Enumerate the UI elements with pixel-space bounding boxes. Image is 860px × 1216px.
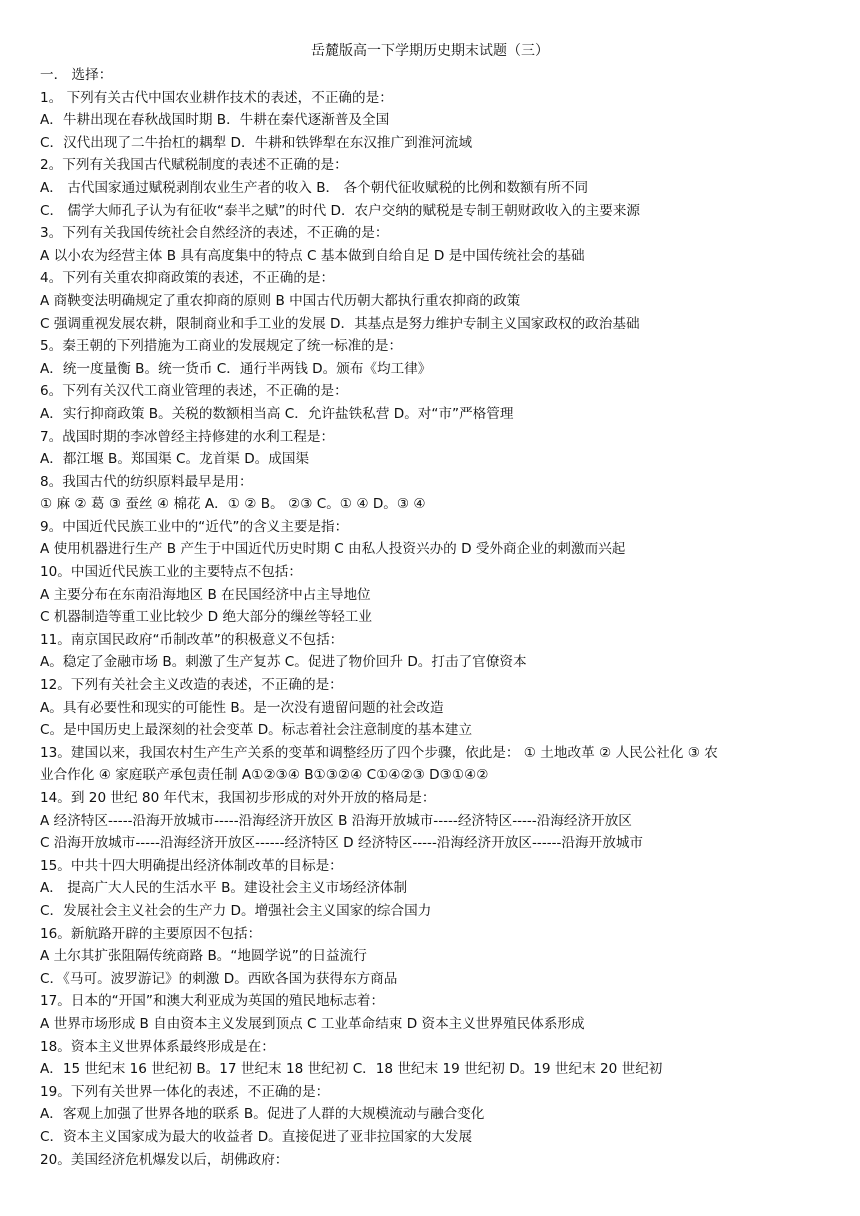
text-line: A． 提高广大人民的生活水平 B。建设社会主义市场经济体制 [40,880,408,897]
text-line: 16。新航路开辟的主要原因不包括： [40,925,262,942]
text-line: 1。 下列有关古代中国农业耕作技术的表述，不正确的是： [40,89,393,106]
text-line: A 世界市场形成 B 自由资本主义发展到顶点 C 工业革命结束 D 资本主义世界殖民体系形成 [40,1015,585,1032]
text-line: A 经济特区-----沿海开放城市-----沿海经济开放区 B 沿海开放城市-----经济特区-----沿海经济开放区 [40,812,632,829]
text-line: A．统一度量衡 B。统一货币 C．通行半两钱 D。颁布《均工律》 [40,360,432,377]
text-line: 6。下列有关汉代工商业管理的表述，不正确的是： [40,383,348,400]
text-line: 12。下列有关社会主义改造的表述，不正确的是： [40,677,343,694]
text-line: C。是中国历史上最深刻的社会变革 D。标志着社会注意制度的基本建立 [40,722,473,739]
question-list [40,64,830,1171]
text-line: A 以小农为经营主体 B 具有高度集中的特点 C 基本做到自给自足 D 是中国传统社会的基础 [40,247,585,264]
text-line: A． 古代国家通过赋税剥削农业生产者的收入 B． 各个朝代征收赋税的比例和数额有所不同 [40,179,589,196]
text-line: C．《马可。波罗游记》的刺激 D。西欧各国为获得东方商品 [40,970,398,987]
text-line: 11。南京国民政府“币制改革”的积极意义不包括： [40,631,344,648]
text-line: 2。下列有关我国古代赋税制度的表述不正确的是： [40,157,348,174]
document-title: 岳麓版高一下学期历史期末试题（三） [311,43,549,59]
text-line: 5。秦王朝的下列措施为工商业的发展规定了统一标准的是： [40,338,403,355]
text-line: 10。中国近代民族工业的主要特点不包括： [40,564,302,581]
text-line: A．15 世纪末 16 世纪初 B。17 世纪末 18 世纪初 C．18 世纪末 19 世纪初 D。19 世纪末 20 世纪初 [40,1061,663,1078]
text-line: C 强调重视发展农耕，限制商业和手工业的发展 D．其基点是努力维护专制主义国家政权的政治基础 [40,315,640,332]
text-line: C．汉代出现了二牛抬杠的耦犁 D．牛耕和铁铧犁在东汉推广到淮河流域 [40,134,473,151]
text-line: A 主要分布在东南沿海地区 B 在民国经济中占主导地位 [40,586,371,603]
text-line: A．客观上加强了世界各地的联系 B。促进了人群的大规模流动与融合变化 [40,1106,485,1123]
text-line: 19。下列有关世界一体化的表述，不正确的是： [40,1083,330,1100]
text-line: 8。我国古代的纺织原料最早是用： [40,473,253,490]
text-line: C． 儒学大师孔子认为有征收“泰半之赋”的时代 D．农户交纳的赋税是专制王朝财政收入的主要来源 [40,202,641,219]
text-line: 15。中共十四大明确提出经济体制改革的目标是： [40,857,343,874]
text-line: A 商鞅变法明确规定了重农抑商的原则 B 中国古代历朝大都执行重农抑商的政策 [40,292,521,309]
text-line: C．资本主义国家成为最大的收益者 D。直接促进了亚非拉国家的大发展 [40,1128,473,1145]
text-line: 一． 选择： [40,67,113,83]
text-line: 13。建国以来，我国农村生产生产关系的变革和调整经历了四个步骤，依此是： ① 土地改革 ② 人民公社化 ③ 农 [40,744,718,761]
text-line: A。稳定了金融市场 B。刺激了生产复苏 C。促进了物价回升 D。打击了官僚资本 [40,654,527,671]
text-line: A．牛耕出现在春秋战国时期 B．牛耕在秦代逐渐普及全国 [40,112,390,129]
text-line: 4。下列有关重农抑商政策的表述，不正确的是： [40,270,335,287]
text-line: C 沿海开放城市-----沿海经济开放区------经济特区 D 经济特区-----沿海经济开放区------沿海开放城市 [40,835,644,852]
text-line: 3。下列有关我国传统社会自然经济的表述，不正确的是： [40,225,389,242]
text-line: 业合作化 ④ 家庭联产承包责任制 A①②③④ B①③②④ C①④②③ D③①④② [40,767,489,784]
text-line: A．都江堰 B。郑国渠 C。龙首渠 D。成国渠 [40,451,310,468]
text-line: C 机器制造等重工业比较少 D 绝大部分的缫丝等轻工业 [40,609,372,626]
text-line: 17。日本的“开国”和澳大利亚成为英国的殖民地标志着： [40,993,385,1010]
text-line: 20。美国经济危机爆发以后，胡佛政府： [40,1151,289,1168]
text-line: ① 麻 ② 葛 ③ 蚕丝 ④ 棉花 A．① ② B。 ②③ C。① ④ D。③ ④ [40,496,426,513]
text-line: 14。到 20 世纪 80 年代末，我国初步形成的对外开放的格局是： [40,790,436,806]
text-line: A 土尔其扩张阻隔传统商路 B。“地圆学说”的日益流行 [40,948,367,965]
text-line: 9。中国近代民族工业中的“近代”的含义主要是指： [40,518,349,535]
text-line: 18。资本主义世界体系最终形成是在： [40,1038,275,1055]
text-line: A。具有必要性和现实的可能性 B。是一次没有遗留问题的社会改造 [40,699,444,716]
text-line: C．发展社会主义社会的生产力 D。增强社会主义国家的综合国力 [40,902,432,919]
text-line: A 使用机器进行生产 B 产生于中国近代历史时期 C 由私人投资兴办的 D 受外商企业的刺激而兴起 [40,541,626,558]
text-line: A．实行抑商政策 B。关税的数额相当高 C．允许盐铁私营 D。对“市”严格管理 [40,405,514,422]
text-line: 7。战国时期的李冰曾经主持修建的水利工程是： [40,428,335,445]
